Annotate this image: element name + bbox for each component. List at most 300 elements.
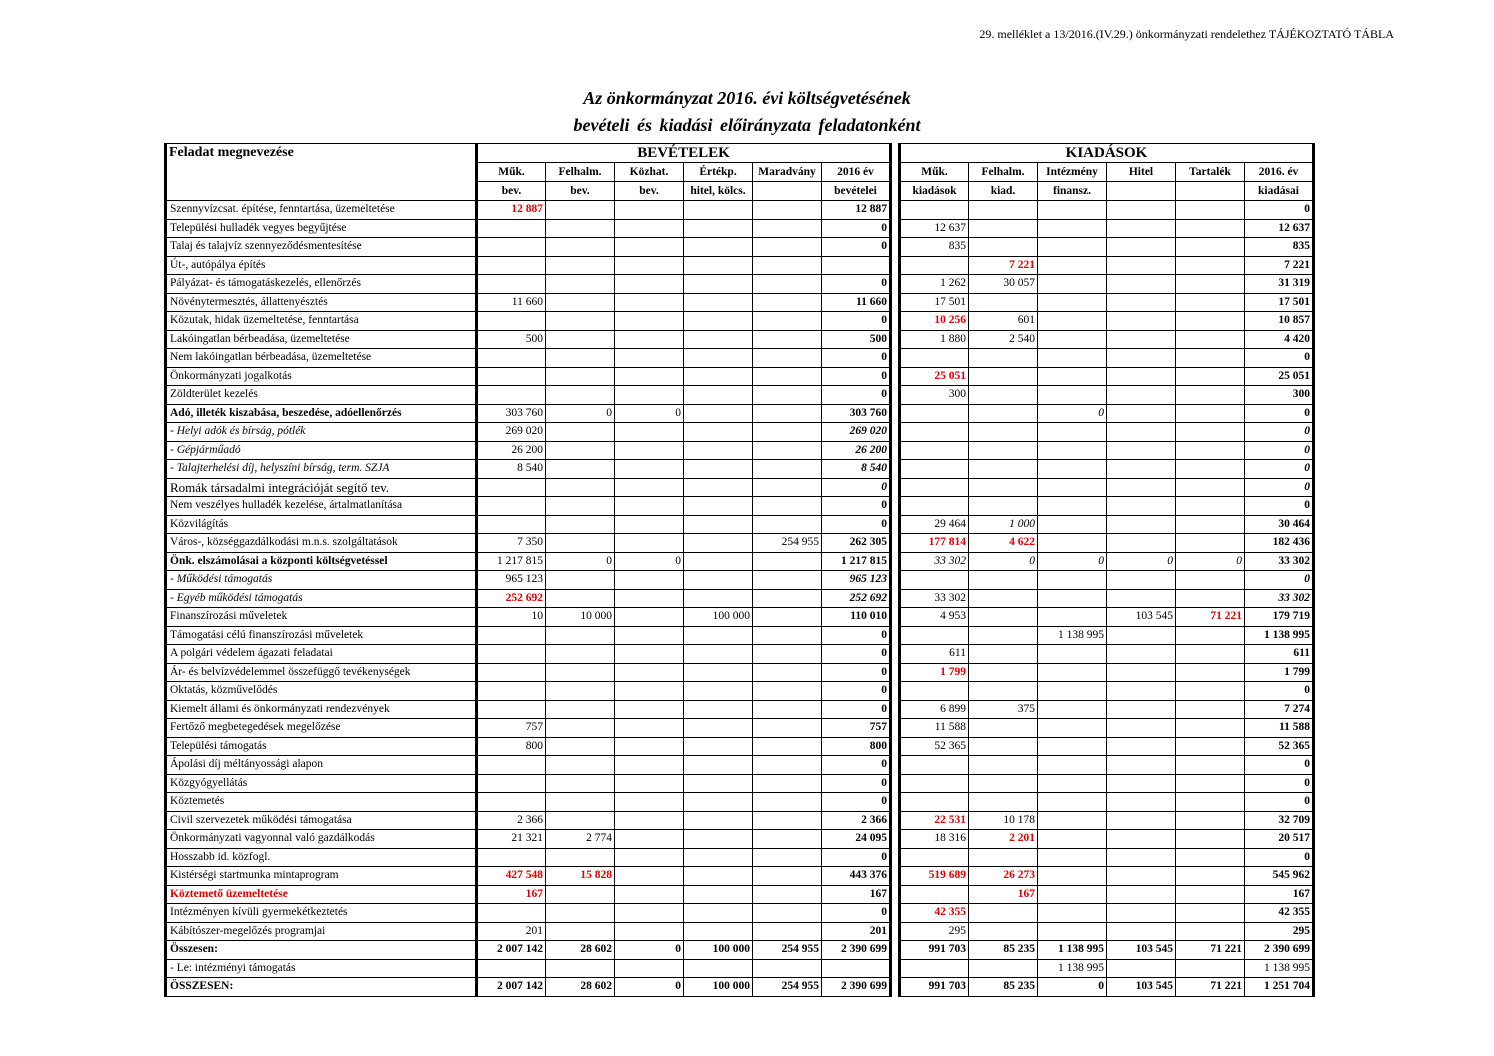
revenue-cell — [684, 811, 753, 830]
revenue-cell — [546, 737, 615, 756]
revenue-cell — [684, 922, 753, 941]
revenue-cell — [477, 219, 546, 238]
revenue-cell — [477, 793, 546, 812]
revenue-cell — [753, 478, 822, 497]
expense-cell — [1176, 275, 1245, 294]
table-row — [166, 256, 1314, 275]
expense-cell — [1038, 238, 1107, 257]
expense-cell: 177 814 — [900, 534, 969, 553]
expense-cell — [900, 756, 969, 775]
revenue-cell — [615, 608, 684, 627]
revenue-cell: 24 095 — [822, 830, 891, 849]
revenue-cell — [615, 534, 684, 553]
expense-cell — [1107, 275, 1176, 294]
task-name: Közgyógyellátás — [166, 774, 477, 793]
revenue-cell — [477, 959, 546, 978]
revenue-cell: 201 — [477, 922, 546, 941]
expense-cell — [1107, 885, 1176, 904]
expense-cell: 1 000 — [969, 515, 1038, 534]
revenue-cell: 252 692 — [822, 589, 891, 608]
revenue-cell: 28 602 — [546, 941, 615, 960]
task-name: Lakóingatlan bérbeadása, üzemeltetése — [166, 330, 477, 349]
revenue-cell: 800 — [477, 737, 546, 756]
revenue-cell: 757 — [477, 719, 546, 738]
expense-cell — [1176, 959, 1245, 978]
column-gap — [891, 959, 900, 978]
column-gap — [891, 700, 900, 719]
revenue-cell — [615, 386, 684, 405]
expense-cell — [1176, 867, 1245, 886]
column-gap — [891, 830, 900, 849]
expense-cell — [1107, 571, 1176, 590]
task-name: Hosszabb id. közfogl. — [166, 848, 477, 867]
expense-cell — [969, 589, 1038, 608]
task-name: Romák társadalmi integrációját segítő tev. — [166, 478, 477, 497]
expense-cell: 179 719 — [1245, 608, 1314, 627]
revenue-cell: 0 — [822, 774, 891, 793]
revenue-cell — [684, 885, 753, 904]
expense-cell — [1176, 386, 1245, 405]
revenue-cell — [684, 571, 753, 590]
expense-cell: 7 221 — [1245, 256, 1314, 275]
expense-cell — [969, 497, 1038, 516]
task-name: Közutak, hidak üzemeltetése, fenntartása — [166, 312, 477, 331]
revenue-cell — [477, 497, 546, 516]
expense-cell: 2 390 699 — [1245, 941, 1314, 960]
expense-cell — [1107, 811, 1176, 830]
revenue-cell — [753, 811, 822, 830]
revenue-cell — [615, 460, 684, 479]
revenue-cell — [477, 478, 546, 497]
expense-cell — [1038, 534, 1107, 553]
task-name: - Működési támogatás — [166, 571, 477, 590]
expense-cell — [969, 959, 1038, 978]
revenue-cell — [546, 386, 615, 405]
expense-column-header: kiadások — [900, 182, 969, 201]
revenue-cell: 167 — [822, 885, 891, 904]
revenue-cell — [615, 811, 684, 830]
expense-cell — [969, 293, 1038, 312]
column-gap — [891, 811, 900, 830]
revenue-cell: 0 — [546, 552, 615, 571]
revenue-cell: 0 — [822, 497, 891, 516]
revenue-cell — [684, 201, 753, 220]
revenue-cell: 100 000 — [684, 941, 753, 960]
revenue-cell — [684, 848, 753, 867]
revenue-cell — [684, 515, 753, 534]
table-row — [166, 497, 1314, 516]
table-row — [166, 885, 1314, 904]
revenue-cell — [753, 663, 822, 682]
expense-cell — [1107, 256, 1176, 275]
revenue-cell: 800 — [822, 737, 891, 756]
revenue-cell — [684, 645, 753, 664]
expense-cell — [1176, 441, 1245, 460]
expense-cell — [1107, 922, 1176, 941]
revenue-cell — [546, 256, 615, 275]
revenue-cell — [546, 719, 615, 738]
table-row — [166, 756, 1314, 775]
expense-cell: 0 — [1245, 848, 1314, 867]
task-name: Települési hulladék vegyes begyűjtése — [166, 219, 477, 238]
revenue-cell: 21 321 — [477, 830, 546, 849]
revenue-cell — [546, 460, 615, 479]
revenue-cell: 269 020 — [477, 423, 546, 442]
revenue-cell — [753, 645, 822, 664]
revenue-cell — [615, 293, 684, 312]
expense-cell: 20 517 — [1245, 830, 1314, 849]
expense-cell: 0 — [1245, 441, 1314, 460]
revenue-cell — [615, 423, 684, 442]
expense-cell — [969, 201, 1038, 220]
expense-cell: 22 531 — [900, 811, 969, 830]
revenue-cell: 427 548 — [477, 867, 546, 886]
revenue-cell — [477, 626, 546, 645]
revenue-cell — [477, 774, 546, 793]
expense-cell — [1038, 663, 1107, 682]
task-name: Szennyvízcsat. építése, fenntartása, üzemeltetése — [166, 201, 477, 220]
expense-cell — [969, 848, 1038, 867]
revenue-cell: 965 123 — [477, 571, 546, 590]
expense-cell: 1 138 995 — [1038, 959, 1107, 978]
revenue-cell: 0 — [615, 978, 684, 997]
revenue-cell: 0 — [822, 515, 891, 534]
expense-cell — [969, 238, 1038, 257]
expense-cell — [1038, 219, 1107, 238]
revenue-cell: 167 — [477, 885, 546, 904]
expense-cell — [1038, 330, 1107, 349]
expense-cell: 1 262 — [900, 275, 969, 294]
expense-column-header: kiadásai — [1245, 182, 1314, 201]
task-name: Közvilágítás — [166, 515, 477, 534]
expense-cell — [1176, 645, 1245, 664]
task-name: Oktatás, közművelődés — [166, 682, 477, 701]
task-name: - Egyéb működési támogatás — [166, 589, 477, 608]
expense-cell — [1107, 404, 1176, 423]
table-row — [166, 645, 1314, 664]
table-row — [166, 423, 1314, 442]
expense-cell: 2 201 — [969, 830, 1038, 849]
revenue-cell: 100 000 — [684, 978, 753, 997]
task-name: Köztemetés — [166, 793, 477, 812]
revenue-cell — [615, 885, 684, 904]
column-gap — [891, 571, 900, 590]
table-row — [166, 534, 1314, 553]
expense-cell — [1176, 238, 1245, 257]
task-name: Összesen: — [166, 941, 477, 960]
table-row — [166, 941, 1314, 960]
column-gap — [891, 238, 900, 257]
expense-cell — [900, 460, 969, 479]
expense-cell — [1176, 626, 1245, 645]
revenue-cell — [753, 256, 822, 275]
expense-cell — [969, 645, 1038, 664]
revenue-cell: 0 — [822, 478, 891, 497]
task-name: - Helyi adók és bírság, pótlék — [166, 423, 477, 442]
revenue-cell: 10 — [477, 608, 546, 627]
column-gap — [891, 441, 900, 460]
expense-column-header: 2016. év — [1245, 163, 1314, 182]
table-row — [166, 386, 1314, 405]
revenue-cell — [753, 959, 822, 978]
column-gap — [891, 423, 900, 442]
expense-cell: 0 — [1245, 497, 1314, 516]
expense-cell: 42 355 — [1245, 904, 1314, 923]
revenue-cell: 0 — [546, 404, 615, 423]
revenue-cell — [615, 793, 684, 812]
revenue-cell — [684, 293, 753, 312]
expense-cell — [1107, 737, 1176, 756]
column-gap — [891, 460, 900, 479]
revenue-cell: 0 — [822, 904, 891, 923]
attachment-note: 29. melléklet a 13/2016.(IV.29.) önkormányzati rendelethez TÁJÉKOZTATÓ TÁBLA — [979, 27, 1394, 41]
revenue-cell — [684, 700, 753, 719]
expense-cell: 0 — [1245, 756, 1314, 775]
revenue-cell — [615, 848, 684, 867]
revenue-cell: 254 955 — [753, 941, 822, 960]
expense-cell — [900, 885, 969, 904]
expense-cell — [1038, 423, 1107, 442]
table-row — [166, 312, 1314, 331]
expense-cell — [1176, 830, 1245, 849]
revenue-cell: 2 366 — [477, 811, 546, 830]
expense-column-header: Felhalm. — [969, 163, 1038, 182]
column-gap — [891, 608, 900, 627]
revenue-cell — [684, 682, 753, 701]
revenue-cell — [684, 312, 753, 331]
table-row — [166, 275, 1314, 294]
expense-cell — [900, 774, 969, 793]
revenue-cell — [546, 645, 615, 664]
expense-cell — [1176, 848, 1245, 867]
table-row — [166, 441, 1314, 460]
expense-cell — [1107, 626, 1176, 645]
expense-cell — [1038, 719, 1107, 738]
expense-cell: 1 251 704 — [1245, 978, 1314, 997]
expense-cell — [1107, 589, 1176, 608]
expense-cell: 33 302 — [900, 552, 969, 571]
expense-cell: 4 953 — [900, 608, 969, 627]
expense-cell — [969, 608, 1038, 627]
revenue-cell — [684, 830, 753, 849]
revenue-cell: 1 217 815 — [477, 552, 546, 571]
expense-cell — [1176, 349, 1245, 368]
document-title-line-2: bevételi és kiadási előirányzata feladatonként — [573, 115, 921, 135]
revenue-cell — [546, 275, 615, 294]
revenue-cell: 0 — [615, 404, 684, 423]
expense-cell: 17 501 — [1245, 293, 1314, 312]
expense-cell — [900, 571, 969, 590]
expense-cell — [900, 959, 969, 978]
revenue-cell: 443 376 — [822, 867, 891, 886]
revenue-cell: 100 000 — [684, 608, 753, 627]
revenue-cell: 26 200 — [822, 441, 891, 460]
expense-cell: 991 703 — [900, 978, 969, 997]
column-gap — [891, 663, 900, 682]
expense-cell — [1176, 811, 1245, 830]
revenue-cell — [546, 959, 615, 978]
expense-cell: 1 799 — [1245, 663, 1314, 682]
revenue-cell — [546, 589, 615, 608]
expense-cell — [1107, 312, 1176, 331]
expense-cell: 32 709 — [1245, 811, 1314, 830]
expense-cell — [969, 219, 1038, 238]
expense-cell — [1176, 885, 1245, 904]
column-gap — [891, 978, 900, 997]
column-gap — [891, 497, 900, 516]
expense-cell — [1038, 774, 1107, 793]
revenue-cell: 15 828 — [546, 867, 615, 886]
expense-cell — [1107, 367, 1176, 386]
expense-cell — [1038, 293, 1107, 312]
expense-column-header: Tartalék — [1176, 163, 1245, 182]
expense-cell: 835 — [1245, 238, 1314, 257]
revenue-column-header: Közhat. — [615, 163, 684, 182]
revenue-cell — [753, 904, 822, 923]
revenue-cell — [477, 700, 546, 719]
revenue-cell — [615, 922, 684, 941]
expense-cell — [1038, 460, 1107, 479]
expense-cell — [900, 256, 969, 275]
expense-cell — [1176, 737, 1245, 756]
revenue-column-header: Felhalm. — [546, 163, 615, 182]
expense-cell — [1176, 201, 1245, 220]
revenue-cell: 8 540 — [477, 460, 546, 479]
revenue-cell — [477, 645, 546, 664]
expense-cell — [900, 349, 969, 368]
expense-cell — [1107, 663, 1176, 682]
revenue-cell: 0 — [822, 682, 891, 701]
expense-cell: 0 — [1245, 774, 1314, 793]
expense-cell — [1176, 700, 1245, 719]
revenue-cell — [477, 663, 546, 682]
expense-cell — [1038, 367, 1107, 386]
revenue-cell — [615, 756, 684, 775]
expense-cell: 0 — [1245, 682, 1314, 701]
task-name: Kábítószer-megelőzés programjai — [166, 922, 477, 941]
revenue-cell — [684, 626, 753, 645]
expense-cell — [1176, 330, 1245, 349]
expense-cell: 71 221 — [1176, 608, 1245, 627]
revenue-column-header: Értékp. — [684, 163, 753, 182]
task-name: Önkormányzati jogalkotás — [166, 367, 477, 386]
revenue-cell — [615, 682, 684, 701]
expense-cell: 0 — [1245, 201, 1314, 220]
expense-cell: 0 — [1245, 423, 1314, 442]
expense-cell — [900, 793, 969, 812]
expense-cell — [969, 904, 1038, 923]
expense-cell — [969, 460, 1038, 479]
task-name: Fertőző megbetegedések megelőzése — [166, 719, 477, 738]
revenue-cell: 7 350 — [477, 534, 546, 553]
expense-cell: 85 235 — [969, 978, 1038, 997]
task-name: Önkormányzati vagyonnal való gazdálkodás — [166, 830, 477, 849]
expense-cell: 1 799 — [900, 663, 969, 682]
expense-cell: 0 — [1176, 552, 1245, 571]
expense-cell: 0 — [1245, 793, 1314, 812]
expense-column-header: Intézmény — [1038, 163, 1107, 182]
revenue-cell: 500 — [822, 330, 891, 349]
column-gap — [891, 848, 900, 867]
revenue-cell — [684, 423, 753, 442]
expense-cell: 52 365 — [1245, 737, 1314, 756]
revenue-cell: 500 — [477, 330, 546, 349]
revenue-cell — [615, 700, 684, 719]
task-name: Nem lakóingatlan bérbeadása, üzemeltetése — [166, 349, 477, 368]
revenue-cell — [615, 201, 684, 220]
column-gap — [891, 774, 900, 793]
revenue-cell — [546, 700, 615, 719]
revenue-cell — [546, 441, 615, 460]
revenue-cell — [615, 330, 684, 349]
revenue-cell — [546, 904, 615, 923]
revenue-cell — [546, 811, 615, 830]
expense-cell — [1107, 330, 1176, 349]
revenue-cell — [684, 349, 753, 368]
column-gap — [891, 144, 900, 201]
revenue-cell — [615, 867, 684, 886]
revenue-cell: 269 020 — [822, 423, 891, 442]
revenue-cell — [615, 367, 684, 386]
table-row — [166, 830, 1314, 849]
expense-cell — [969, 682, 1038, 701]
revenue-cell — [477, 238, 546, 257]
expense-cell — [1176, 904, 1245, 923]
revenue-cell — [615, 478, 684, 497]
revenue-cell: 0 — [822, 367, 891, 386]
revenue-cell — [615, 663, 684, 682]
expense-cell: 0 — [1038, 552, 1107, 571]
expense-cell — [1176, 682, 1245, 701]
revenue-cell — [684, 589, 753, 608]
expense-cell — [1107, 904, 1176, 923]
revenue-cell: 110 010 — [822, 608, 891, 627]
column-gap — [891, 201, 900, 220]
expense-cell — [1038, 441, 1107, 460]
revenue-cell — [615, 774, 684, 793]
revenue-cell: 0 — [822, 645, 891, 664]
revenue-cell — [684, 460, 753, 479]
expense-cell — [1107, 238, 1176, 257]
expense-cell — [1176, 589, 1245, 608]
revenue-cell: 262 305 — [822, 534, 891, 553]
task-name: Adó, illeték kiszabása, beszedése, adóellenőrzés — [166, 404, 477, 423]
column-gap — [891, 756, 900, 775]
expense-cell — [969, 386, 1038, 405]
expense-cell — [969, 441, 1038, 460]
revenue-cell — [684, 478, 753, 497]
expense-cell: 71 221 — [1176, 978, 1245, 997]
revenue-cell — [753, 922, 822, 941]
revenue-cell — [753, 608, 822, 627]
revenue-cell — [753, 349, 822, 368]
revenue-cell: 254 955 — [753, 534, 822, 553]
revenue-cell — [546, 423, 615, 442]
revenue-cell — [753, 830, 822, 849]
expense-cell — [969, 349, 1038, 368]
expense-cell — [1176, 663, 1245, 682]
revenue-cell — [615, 275, 684, 294]
table-row — [166, 904, 1314, 923]
expense-column-header: Műk. — [900, 163, 969, 182]
expense-cell — [1176, 756, 1245, 775]
expense-cell — [900, 201, 969, 220]
revenue-cell — [684, 774, 753, 793]
expense-cell — [900, 497, 969, 516]
column-gap — [891, 885, 900, 904]
expense-cell: 17 501 — [900, 293, 969, 312]
revenue-cell — [546, 349, 615, 368]
